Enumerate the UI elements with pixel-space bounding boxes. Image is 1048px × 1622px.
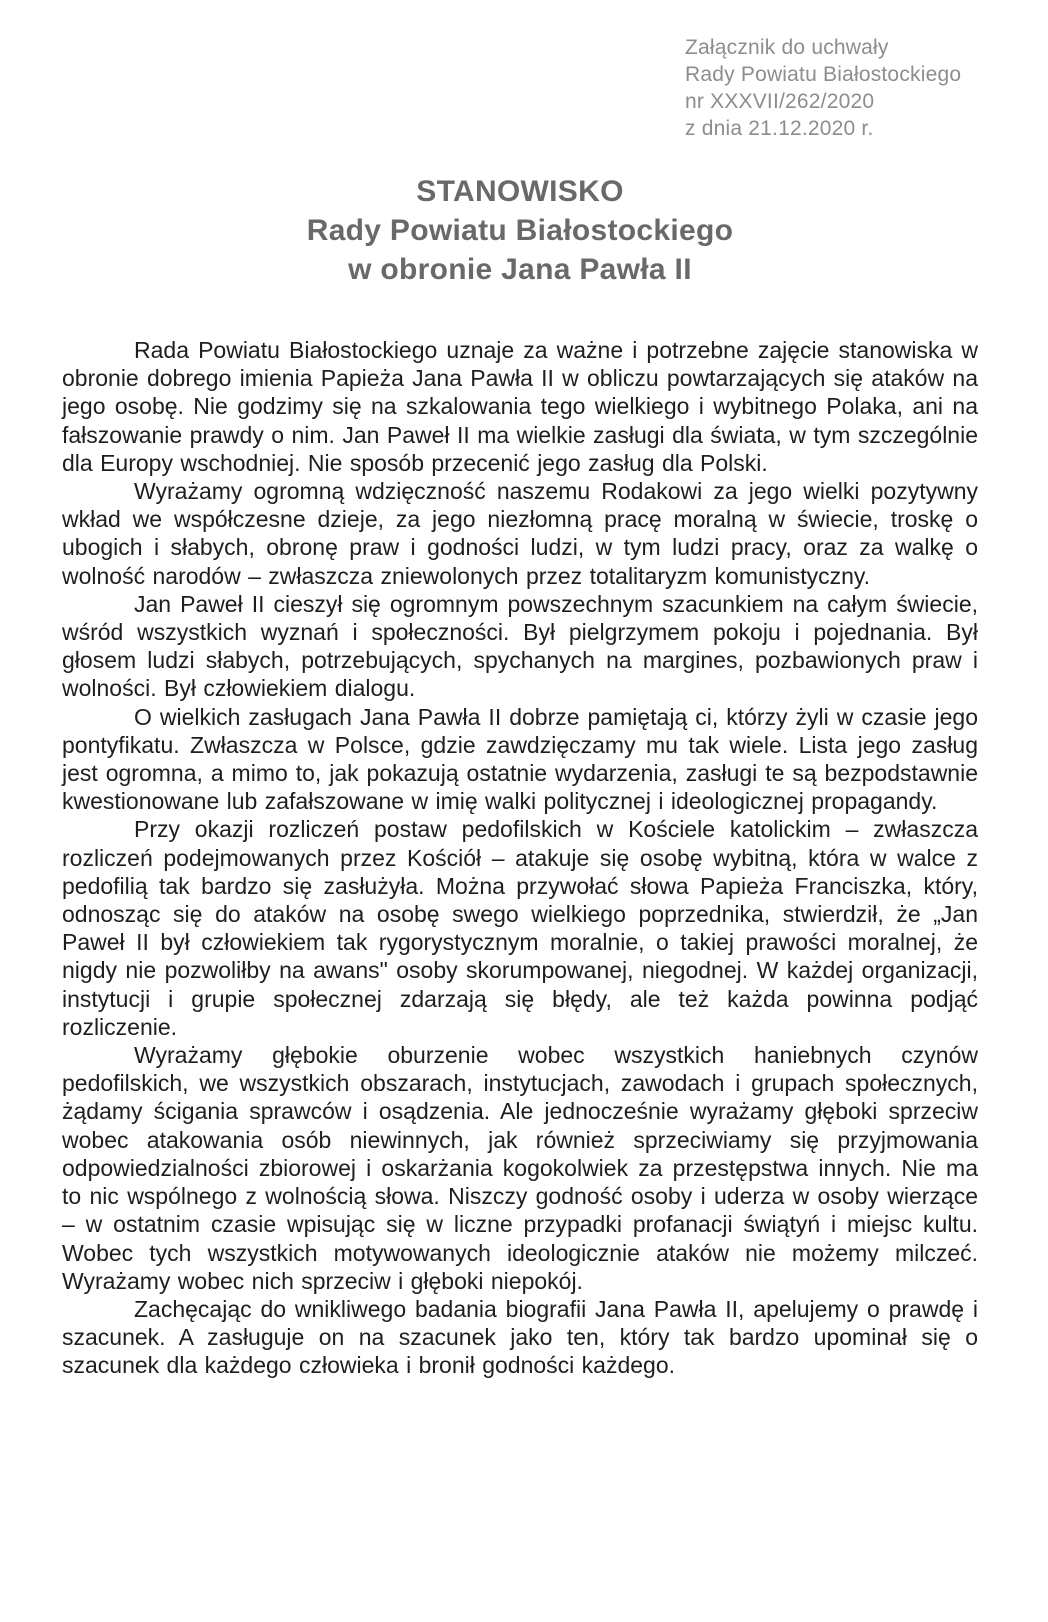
body-paragraph: Zachęcając do wnikliwego badania biografii Jana Pawła II, apelujemy o prawdę i szacunek. A zasługuje on na szacunek jako ten, który tak bardzo upominał się o szacunek dla każdego człowieka i bronił godności każdego. <box>62 1295 978 1379</box>
body-paragraph: O wielkich zasługach Jana Pawła II dobrze pamiętają ci, którzy żyli w czasie jego pontyfikatu. Zwłaszcza w Polsce, gdzie zawdzięczamy mu tak wiele. Lista jego zasług jest ogromna, a mimo to, jak pokazują ostatnie wydarzenia, zasługi te są bezpodstawnie kwestionowane lub zafałszowane w imię walki politycznej i ideologicznej propagandy. <box>62 703 978 815</box>
annex-header-line: z dnia 21.12.2020 r. <box>685 117 874 140</box>
body-paragraph: Wyrażamy ogromną wdzięczność naszemu Rodakowi za jego wielki pozytywny wkład we współczesne dzieje, za jego niezłomną pracę moralną w świecie, troskę o ubogich i słabych, obronę praw i godności ludzi, w tym ludzi pracy, oraz za walkę o wolność narodów – zwłaszcza zniewolonych przez totalitaryzm komunistyczny. <box>62 478 978 589</box>
body-paragraph: Wyrażamy głębokie oburzenie wobec wszystkich haniebnych czynów pedofilskich, we wszystkich obszarach, instytucjach, zawodach i grupach społecznych, żądamy ścigania sprawców i osądzenia. Ale jednocześnie wyrażamy głęboki sprzeciw wobec atakowania osób niewinnych, jak również sprzeciwiamy się przyjmowania odpowiedzialności zbiorowej i oskarżania kogokolwiek za przestępstwa innych. Nie ma to nic wspólnego z wolnością słowa. Niszczy godność osoby i uderza w osoby wierzące – w ostatnim czasie wpisując się w liczne przypadki profanacji świątyń i miejsc kultu. Wobec tych wszystkich motywowanych ideologicznie ataków nie możemy milczeć. Wyrażamy wobec nich sprzeciw i głęboki niepokój. <box>62 1042 978 1294</box>
body-paragraph: Przy okazji rozliczeń postaw pedofilskich w Kościele katolickim – zwłaszcza rozliczeń podejmowanych przez Kościół – atakuje się osobę wybitną, która w walce z pedofilią tak bardzo się zasłużyła. Można przywołać słowa Papieża Franciszka, który, odnosząc się do ataków na osobę swego wielkiego poprzednika, stwierdził, że „Jan Paweł II był człowiekiem tak rygorystycznym moralnie, o takiej prawości moralnej, że nigdy nie pozwoliłby na awans" osoby skorumpowanej, niegodnej. W każdej organizacji, instytucji i grupie społecznej zdarzają się błędy, ale też każda powinna podjąć rozliczenie. <box>62 816 978 1040</box>
annex-header-line: nr XXXVII/262/2020 <box>685 90 875 113</box>
body-paragraph: Rada Powiatu Białostockiego uznaje za ważne i potrzebne zajęcie stanowiska w obronie dobrego imienia Papieża Jana Pawła II w obliczu powtarzających się ataków na jego osobę. Nie godzimy się na szkalowania tego wielkiego i wybitnego Polaka, ani na fałszowanie prawdy o nim. Jan Paweł II ma wielkie zasługi dla świata, w tym szczególnie dla Europy wschodniej. Nie sposób przecenić jego zasług dla Polski. <box>62 337 978 476</box>
annex-header-line: Załącznik do uchwały <box>685 36 889 59</box>
title-line: Rady Powiatu Białostockiego <box>306 214 734 247</box>
document-body <box>62 336 978 1380</box>
annex-header-line: Rady Powiatu Białostockiego <box>685 63 962 86</box>
title-line: w obronie Jana Pawła II <box>348 253 692 286</box>
document-title <box>62 172 978 289</box>
title-line: STANOWISKO <box>416 175 624 208</box>
annex-header <box>685 34 961 142</box>
body-paragraph: Jan Paweł II cieszył się ogromnym powszechnym szacunkiem na całym świecie, wśród wszystkich wyznań i społeczności. Był pielgrzymem pokoju i pojednania. Był głosem ludzi słabych, potrzebujących, spychanych na margines, pozbawionych praw i wolności. Był człowiekiem dialogu. <box>62 590 978 702</box>
